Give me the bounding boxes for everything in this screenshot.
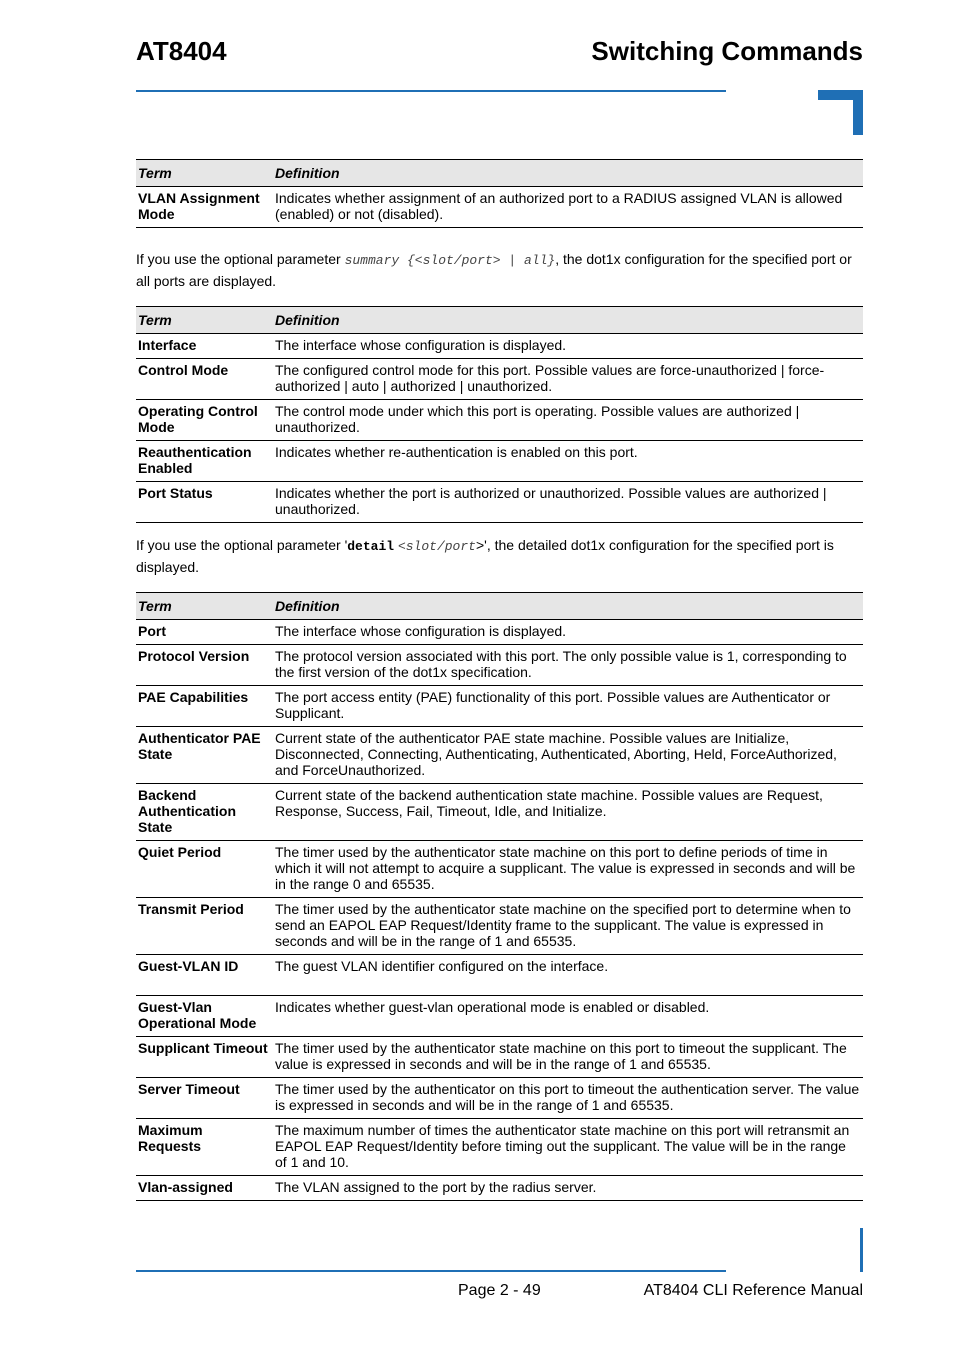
term-cell: Interface bbox=[136, 334, 271, 359]
term-cell: Supplicant Timeout bbox=[136, 1037, 271, 1078]
table-row bbox=[136, 898, 863, 955]
term-cell: Control Mode bbox=[136, 359, 271, 400]
term-cell: Guest-VLAN ID bbox=[136, 955, 271, 996]
definition-cell: The timer used by the authenticator on this port to timeout the authentication server. The value is expressed in seconds and will be in the range of 1 and 65535. bbox=[271, 1078, 863, 1119]
term-cell: Operating Control Mode bbox=[136, 400, 271, 441]
header-corner-mark bbox=[818, 90, 863, 135]
term-cell: VLAN Assignment Mode bbox=[136, 187, 271, 228]
table-row bbox=[136, 334, 863, 359]
definition-cell: Current state of the authenticator PAE state machine. Possible values are Initialize, Disconnected, Connecting, Authenticating, Authenticated, Aborting, Held, ForceAuthorized, and ForceUnauthorized. bbox=[271, 727, 863, 784]
definition-cell: The interface whose configuration is displayed. bbox=[271, 620, 863, 645]
definition-cell: The interface whose configuration is displayed. bbox=[271, 334, 863, 359]
table-row bbox=[136, 996, 863, 1037]
definition-cell: Indicates whether assignment of an authorized port to a RADIUS assigned VLAN is allowed (enabled) or not (disabled). bbox=[271, 187, 863, 228]
header-rule bbox=[136, 90, 726, 92]
definition-cell: The guest VLAN identifier configured on the interface. bbox=[271, 955, 863, 996]
manual-title: AT8404 CLI Reference Manual bbox=[643, 1282, 863, 1299]
term-cell: Quiet Period bbox=[136, 841, 271, 898]
definition-cell: The timer used by the authenticator state machine on the specified port to determine when to send an EAPOL EAP Request/Identity frame to the supplicant. The value is expressed in seconds and will be in the range of 1 and 65535. bbox=[271, 898, 863, 955]
table-row bbox=[136, 784, 863, 841]
term-cell: Backend Authentication State bbox=[136, 784, 271, 841]
summary-parameter: summary {<slot/port> | all} bbox=[344, 253, 556, 268]
table-row bbox=[136, 400, 863, 441]
detail-paragraph: If you use the optional parameter 'detail <slot/port>', the detailed dot1x configuration for the specified port is displayed. bbox=[136, 537, 834, 575]
summary-config-table bbox=[136, 306, 863, 523]
table-row bbox=[136, 1037, 863, 1078]
definition-cell: The timer used by the authenticator state machine on this port to timeout the supplicant. The value is expressed in seconds and will be in the range of 1 and 65535. bbox=[271, 1037, 863, 1078]
term-cell: Server Timeout bbox=[136, 1078, 271, 1119]
definition-cell: Indicates whether the port is authorized or unauthorized. Possible values are authorized | unauthorized. bbox=[271, 482, 863, 523]
term-header: Term bbox=[136, 160, 271, 187]
table-row bbox=[136, 1176, 863, 1201]
table-row bbox=[136, 1119, 863, 1176]
page-number: Page 2 - 49 bbox=[458, 1282, 541, 1299]
term-cell: Transmit Period bbox=[136, 898, 271, 955]
definition-cell: The timer used by the authenticator state machine on this port to define periods of time in which it will not attempt to acquire a supplicant. The value is expressed in seconds and will be in the range 0 and 65535. bbox=[271, 841, 863, 898]
table-row bbox=[136, 359, 863, 400]
definition-cell: The VLAN assigned to the port by the radius server. bbox=[271, 1176, 863, 1201]
table-row bbox=[136, 187, 863, 228]
definition-header: Definition bbox=[271, 593, 863, 620]
definition-header: Definition bbox=[271, 307, 863, 334]
definition-cell: Current state of the backend authentication state machine. Possible values are Request, Response, Success, Fail, Timeout, Idle, and Initialize. bbox=[271, 784, 863, 841]
header-title-right: Switching Commands bbox=[591, 36, 863, 66]
definition-header: Definition bbox=[271, 160, 863, 187]
term-cell: Reauthentication Enabled bbox=[136, 441, 271, 482]
term-cell: Maximum Requests bbox=[136, 1119, 271, 1176]
detail-config-table bbox=[136, 592, 863, 1201]
footer-rule bbox=[136, 1270, 726, 1272]
term-cell: Authenticator PAE State bbox=[136, 727, 271, 784]
definition-cell: The maximum number of times the authenticator state machine on this port will retransmit an EAPOL EAP Request/Identity before timing out the supplicant. The value will be in the range of 1 and 10. bbox=[271, 1119, 863, 1176]
term-cell: Guest-Vlan Operational Mode bbox=[136, 996, 271, 1037]
table-row bbox=[136, 620, 863, 645]
table-row bbox=[136, 482, 863, 523]
table-row bbox=[136, 645, 863, 686]
summary-paragraph: If you use the optional parameter summary {<slot/port> | all}, the dot1x configuration for the specified port or all ports are displayed. bbox=[136, 251, 852, 289]
detail-parameter: <slot/port bbox=[397, 539, 476, 554]
definition-cell: Indicates whether guest-vlan operational mode is enabled or disabled. bbox=[271, 996, 863, 1037]
term-cell: Vlan-assigned bbox=[136, 1176, 271, 1201]
table-row bbox=[136, 727, 863, 784]
term-cell: Port Status bbox=[136, 482, 271, 523]
table-row bbox=[136, 1078, 863, 1119]
term-header: Term bbox=[136, 593, 271, 620]
definition-cell: The port access entity (PAE) functionality of this port. Possible values are Authenticator or Supplicant. bbox=[271, 686, 863, 727]
header-title-left: AT8404 bbox=[136, 36, 227, 66]
term-cell: Port bbox=[136, 620, 271, 645]
definition-cell: Indicates whether re-authentication is enabled on this port. bbox=[271, 441, 863, 482]
table-row bbox=[136, 841, 863, 898]
vlan-assignment-table bbox=[136, 159, 863, 228]
term-cell: Protocol Version bbox=[136, 645, 271, 686]
table-row bbox=[136, 686, 863, 727]
table-row bbox=[136, 441, 863, 482]
table-row bbox=[136, 955, 863, 996]
definition-cell: The configured control mode for this port. Possible values are force-unauthorized | force-authorized | auto | authorized | unauthorized. bbox=[271, 359, 863, 400]
term-cell: PAE Capabilities bbox=[136, 686, 271, 727]
detail-keyword: detail bbox=[347, 539, 395, 554]
definition-cell: The protocol version associated with this port. The only possible value is 1, corresponding to the first version of the dot1x specification. bbox=[271, 645, 863, 686]
footer-corner-mark bbox=[860, 1228, 863, 1272]
definition-cell: The control mode under which this port is operating. Possible values are authorized | unauthorized. bbox=[271, 400, 863, 441]
term-header: Term bbox=[136, 307, 271, 334]
